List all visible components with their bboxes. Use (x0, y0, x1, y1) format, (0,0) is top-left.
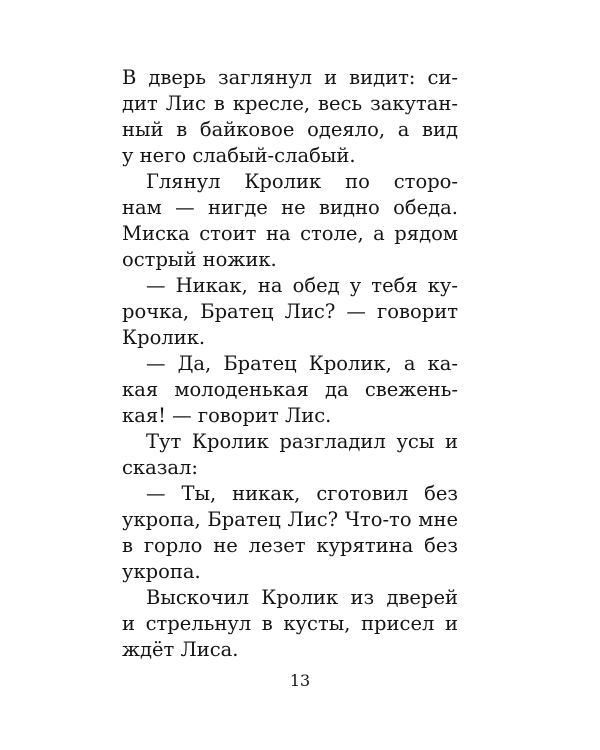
paragraph (122, 481, 458, 585)
text-line: укропа. (122, 560, 201, 583)
text-line: в горло не лезет курятина без (122, 534, 458, 557)
text-line: Кролик. (122, 326, 206, 349)
paragraph (122, 351, 458, 429)
text-line: сказал: (122, 456, 198, 479)
text-line: В дверь заглянул и видит: си- (122, 66, 458, 89)
paragraph (122, 585, 458, 663)
text-line: у него слабый-слабый. (122, 144, 356, 167)
text-line: рочка, Братец Лис? — говорит (122, 300, 458, 323)
text-line: — Ты, никак, сготовил без (146, 482, 458, 505)
text-line: ный в байковое одеяло, а вид (122, 118, 458, 141)
text-line: и стрельнул в кусты, присел и (122, 612, 458, 635)
page-body (122, 65, 458, 663)
paragraph (122, 429, 458, 481)
paragraph (122, 169, 458, 273)
text-line: укропа, Братец Лис? Что-то мне (122, 508, 458, 531)
text-line: Миска стоит на столе, а рядом (122, 222, 458, 245)
paragraph (122, 65, 458, 169)
text-line: — Да, Братец Кролик, а ка- (146, 352, 458, 375)
text-line: Выскочил Кролик из дверей (146, 586, 458, 609)
page-number: 13 (289, 671, 311, 690)
text-line: нам — нигде не видно обеда. (122, 196, 458, 219)
text-line: Глянул Кролик по сторо- (146, 170, 458, 193)
text-line: кая! — говорит Лис. (122, 404, 332, 427)
text-line: — Никак, на обед у тебя ку- (146, 274, 458, 297)
text-line: Тут Кролик разгладил усы и (146, 430, 458, 453)
text-line: дит Лис в кресле, весь закутан- (122, 92, 458, 115)
paragraph (122, 273, 458, 351)
text-line: ждёт Лиса. (122, 638, 239, 661)
text-line: кая молоденькая да свежень- (122, 378, 458, 401)
text-line: острый ножик. (122, 248, 277, 271)
